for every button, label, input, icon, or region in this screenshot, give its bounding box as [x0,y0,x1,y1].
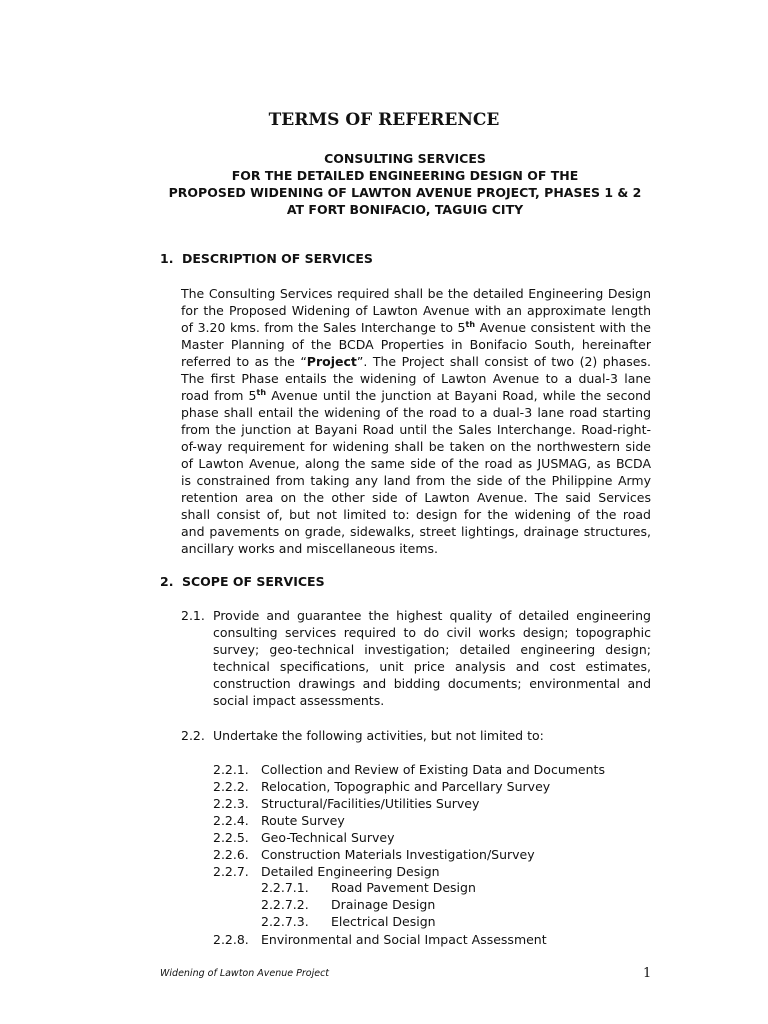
footer-project-name: Widening of Lawton Avenue Project [160,968,330,979]
paragraph-line: phase shall entail the widening of the road to a dual-3 lane road starting [181,405,651,420]
paragraph-line: from the junction at Bayani Road until the Sales Interchange. Road-right- [181,422,651,437]
paragraph-line: of 3.20 kms. from the Sales Interchange to 5th Avenue consistent with the [181,320,651,335]
list-number: 2.2.3. [213,796,249,811]
paragraph-line: The first Phase entails the widening of Lawton Avenue to a dual-3 lane [181,371,651,386]
list-text: Environmental and Social Impact Assessment [261,932,547,947]
sub-list-number: 2.2.7.1. [261,880,309,895]
list-text: Structural/Facilities/Utilities Survey [261,796,480,811]
item-number: 2.2. [181,728,205,743]
item-2-2-text: Undertake the following activities, but not limited to: [213,728,544,743]
paragraph-line: road from 5th Avenue until the junction at Bayani Road, while the second [181,388,651,403]
item-2-1-text [213,607,651,709]
section-2-title: SCOPE OF SERVICES [182,574,325,589]
list-text: Relocation, Topographic and Parcellary Survey [261,779,551,794]
item-line: Provide and guarantee the highest quality of detailed engineering [213,608,651,623]
paragraph-line: shall consist of, but not limited to: design for the widening of the road [181,507,651,522]
paragraph-line: retention area on the other side of Lawton Avenue. The said Services [181,490,651,505]
list-number: 2.2.1. [213,762,249,777]
item-line: survey; geo-technical investigation; detailed engineering design; [213,642,651,657]
sub-list-number: 2.2.7.3. [261,914,309,929]
paragraph-line: of-way requirement for widening shall be taken on the northwestern side [181,439,651,454]
superscript-th: th [256,388,267,397]
list-text: Detailed Engineering Design [261,864,440,879]
paragraph-line: The Consulting Services required shall be the detailed Engineering Design [181,286,651,301]
item-line: consulting services required to do civil works design; topographic [213,625,651,640]
item-line: construction drawings and bidding documents; environmental and [213,676,651,691]
section-1-heading [160,251,373,266]
item-2-1 [181,607,651,709]
list-number: 2.2.4. [213,813,249,828]
list-text: Geo-Technical Survey [261,830,395,845]
section-2-number: 2. [160,574,174,589]
section-1-paragraph [181,285,651,557]
list-number: 2.2.5. [213,830,249,845]
sub-list-number: 2.2.7.2. [261,897,309,912]
list-number: 2.2.6. [213,847,249,862]
list-number: 2.2.7. [213,864,249,879]
paragraph-line: is constrained from taking any land from the side of the Philippine Army [181,473,651,488]
subtitle-line-3: PROPOSED WIDENING OF LAWTON AVENUE PROJECT, PHASES 1 & 2 [168,185,642,200]
paragraph-line: ancillary works and miscellaneous items. [181,541,438,556]
section-1-title: DESCRIPTION OF SERVICES [182,251,373,266]
section-1-number: 1. [160,251,174,266]
list-text: Construction Materials Investigation/Survey [261,847,535,862]
sub-list-text: Electrical Design [331,914,436,929]
paragraph-line: for the Proposed Widening of Lawton Avenue with an approximate length [181,303,651,318]
section-2-heading [160,574,325,589]
subtitle-line-2: FOR THE DETAILED ENGINEERING DESIGN OF THE [231,168,579,183]
sub-list-text: Drainage Design [331,897,436,912]
project-term: Project [306,354,357,369]
paragraph-line: Master Planning of the BCDA Properties in Bonifacio South, hereinafter [181,337,651,352]
item-2-2 [181,727,651,744]
document-title: TERMS OF REFERENCE [268,110,500,130]
list-number: 2.2.8. [213,932,249,947]
item-number: 2.1. [181,608,205,623]
page-number: 1 [643,966,652,981]
item-line: technical specifications, unit price analysis and cost estimates, [213,659,651,674]
paragraph-line: referred to as the “Project”. The Project shall consist of two (2) phases. [181,354,651,369]
subtitle-line-1: CONSULTING SERVICES [324,151,486,166]
list-number: 2.2.2. [213,779,249,794]
sub-list-text: Road Pavement Design [331,880,476,895]
paragraph-line: of Lawton Avenue, along the same side of the road as JUSMAG, as BCDA [181,456,651,471]
list-text: Collection and Review of Existing Data and Documents [261,762,605,777]
list-text: Route Survey [261,813,345,828]
item-line: social impact assessments. [213,693,385,708]
subtitle-line-4: AT FORT BONIFACIO, TAGUIG CITY [286,202,524,217]
superscript-th: th [465,320,476,329]
paragraph-line: and pavements on grade, sidewalks, street lightings, drainage structures, [181,524,651,539]
